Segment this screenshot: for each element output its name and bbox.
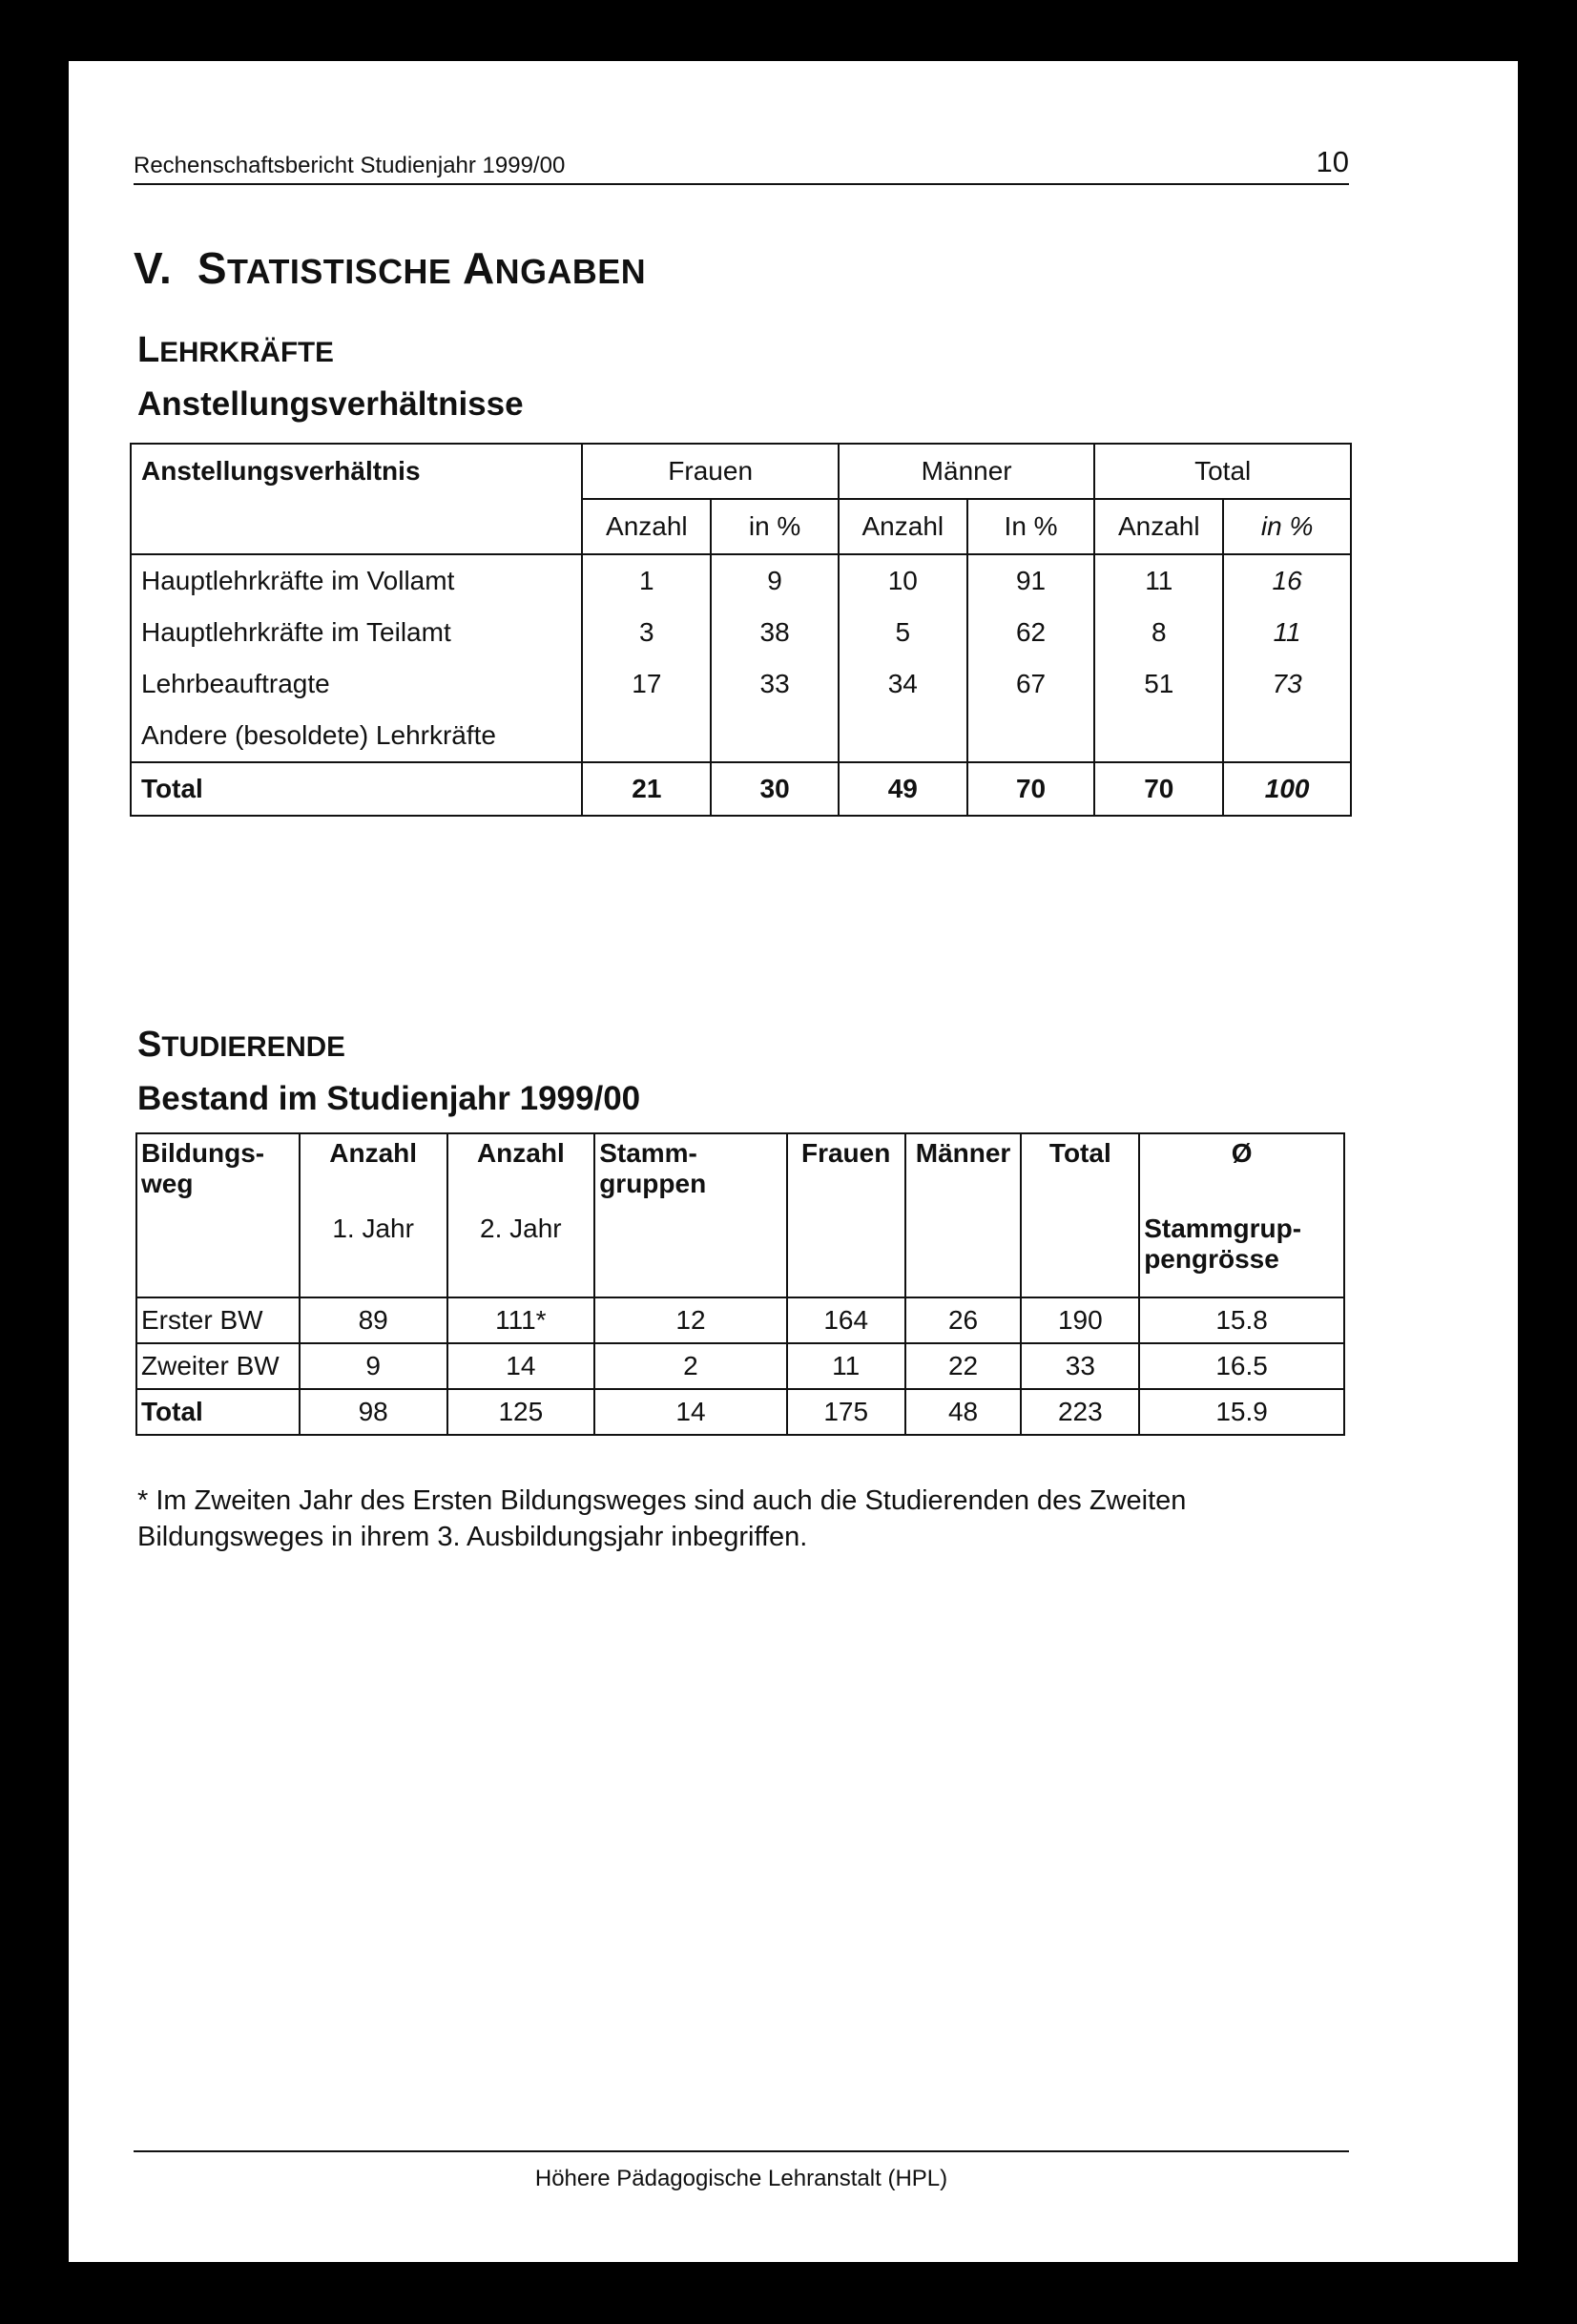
table-row <box>136 1343 1344 1389</box>
table-cell: 1 <box>582 554 711 607</box>
table-cell <box>839 710 967 762</box>
total-cell: 14 <box>594 1389 787 1435</box>
header-anzahl-1: Anzahl 1. Jahr <box>300 1133 447 1297</box>
row-label: Hauptlehrkräfte im Vollamt <box>131 554 582 607</box>
table-row <box>131 658 1351 710</box>
table-cell: 16.5 <box>1139 1343 1344 1389</box>
total-cell: 49 <box>839 762 967 816</box>
document-page <box>69 61 1518 2262</box>
table-cell: 91 <box>967 554 1095 607</box>
page-number: 10 <box>1316 145 1349 178</box>
group-header-maenner: Männer <box>839 444 1094 499</box>
subcol-header: in % <box>1223 499 1351 554</box>
lehrkraefte-subheading: Anstellungsverhältnisse <box>137 385 524 423</box>
subcol-header: in % <box>711 499 839 554</box>
total-cell: 100 <box>1223 762 1351 816</box>
table-row <box>136 1297 1344 1343</box>
header-title: Rechenschaftsbericht Studienjahr 1999/00 <box>134 153 566 178</box>
group-header-total: Total <box>1094 444 1351 499</box>
header-bildungsweg: Bildungs- weg <box>136 1133 300 1297</box>
table-cell: 33 <box>1021 1343 1139 1389</box>
total-cell: 98 <box>300 1389 447 1435</box>
table-cell <box>582 710 711 762</box>
table-cell: 26 <box>905 1297 1022 1343</box>
table-cell: 190 <box>1021 1297 1139 1343</box>
page-header <box>134 141 1349 185</box>
header-anzahl-2: Anzahl 2. Jahr <box>447 1133 595 1297</box>
header-maenner: Männer <box>905 1133 1022 1297</box>
table-cell: 8 <box>1094 607 1223 658</box>
total-cell: 70 <box>967 762 1095 816</box>
table-cell: 10 <box>839 554 967 607</box>
table-cell: 22 <box>905 1343 1022 1389</box>
table-cell: 38 <box>711 607 839 658</box>
total-label: Total <box>136 1389 300 1435</box>
total-cell: 175 <box>787 1389 905 1435</box>
table-cell: 73 <box>1223 658 1351 710</box>
studierende-heading: STUDIERENDE <box>137 1025 345 1065</box>
header-stammgruppen: Stamm- gruppen <box>594 1133 787 1297</box>
table-cell: 11 <box>787 1343 905 1389</box>
section-title: V. STATISTISCHE ANGABEN <box>134 243 647 293</box>
table-cell: 2 <box>594 1343 787 1389</box>
header-frauen: Frauen <box>787 1133 905 1297</box>
lehrkraefte-heading: LEHRKRÄFTE <box>137 330 334 370</box>
table-row <box>131 607 1351 658</box>
table-cell: 89 <box>300 1297 447 1343</box>
total-cell: 223 <box>1021 1389 1139 1435</box>
row-label: Erster BW <box>136 1297 300 1343</box>
total-label: Total <box>131 762 582 816</box>
table-cell <box>1094 710 1223 762</box>
row-label: Hauptlehrkräfte im Teilamt <box>131 607 582 658</box>
table-cell: 67 <box>967 658 1095 710</box>
table-cell: 11 <box>1094 554 1223 607</box>
table-cell: 164 <box>787 1297 905 1343</box>
total-cell: 21 <box>582 762 711 816</box>
table-cell: 14 <box>447 1343 595 1389</box>
subcol-header: Anzahl <box>582 499 711 554</box>
group-header-frauen: Frauen <box>582 444 838 499</box>
table-cell: 5 <box>839 607 967 658</box>
table-row <box>131 554 1351 607</box>
total-cell: 48 <box>905 1389 1022 1435</box>
table-cell: 11 <box>1223 607 1351 658</box>
table-cell: 62 <box>967 607 1095 658</box>
anstellungsverhaeltnisse-table <box>130 443 1352 817</box>
subcol-header: Anzahl <box>1094 499 1223 554</box>
row-label: Lehrbeauftragte <box>131 658 582 710</box>
table-cell: 9 <box>300 1343 447 1389</box>
footnote: * Im Zweiten Jahr des Ersten Bildungsweges sind auch die Studierenden des Zweiten Bildungsweges in ihrem 3. Ausbildungsjahr inbegriffen. <box>137 1485 1187 1552</box>
header-total: Total <box>1021 1133 1139 1297</box>
total-cell: 70 <box>1094 762 1223 816</box>
table-cell: 34 <box>839 658 967 710</box>
studierende-subheading: Bestand im Studienjahr 1999/00 <box>137 1080 641 1117</box>
header-avg-stammgruppengroesse: Ø Stammgrup- pengrösse <box>1139 1133 1344 1297</box>
bestand-table <box>135 1132 1345 1436</box>
total-cell: 125 <box>447 1389 595 1435</box>
table-cell: 51 <box>1094 658 1223 710</box>
table-cell: 9 <box>711 554 839 607</box>
total-cell: 15.9 <box>1139 1389 1344 1435</box>
table-cell <box>967 710 1095 762</box>
total-row <box>131 762 1351 816</box>
col-header-anstellungsverhaeltnis: Anstellungsverhältnis <box>131 444 582 554</box>
subcol-header: In % <box>967 499 1095 554</box>
table-cell: 15.8 <box>1139 1297 1344 1343</box>
table-cell: 12 <box>594 1297 787 1343</box>
subcol-header: Anzahl <box>839 499 967 554</box>
table-cell: 111* <box>447 1297 595 1343</box>
total-cell: 30 <box>711 762 839 816</box>
table-cell: 3 <box>582 607 711 658</box>
page-footer: Höhere Pädagogische Lehranstalt (HPL) <box>534 2166 948 2191</box>
total-row <box>136 1389 1344 1435</box>
table-cell: 16 <box>1223 554 1351 607</box>
table-row <box>131 710 1351 762</box>
table-cell <box>1223 710 1351 762</box>
table-cell: 17 <box>582 658 711 710</box>
footer-divider <box>134 2150 1349 2152</box>
table-cell: 33 <box>711 658 839 710</box>
table-cell <box>711 710 839 762</box>
row-label: Andere (besoldete) Lehrkräfte <box>131 710 582 762</box>
row-label: Zweiter BW <box>136 1343 300 1389</box>
